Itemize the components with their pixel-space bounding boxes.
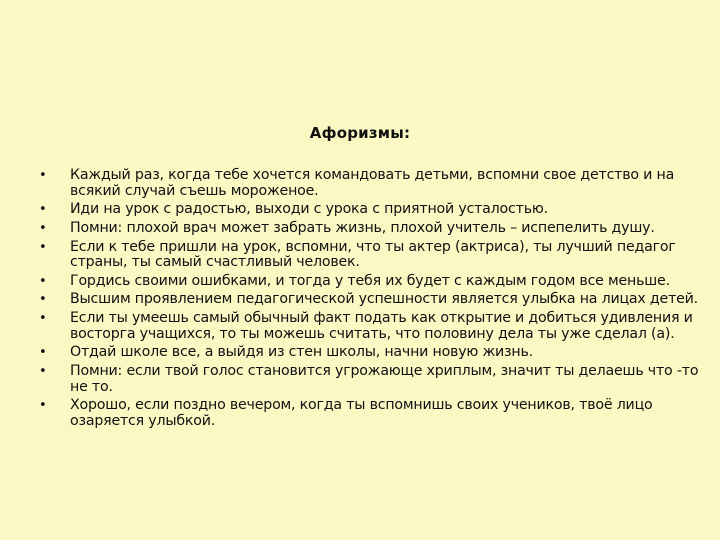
list-item-text: Помни: плохой врач может забрать жизнь, плохой учитель – испепелить душу. (70, 219, 655, 236)
list-item (0, 398, 710, 429)
list-item-text: Каждый раз, когда тебе хочется командовать детьми, вспомни свое детство и на всякий случай съешь мороженое. (70, 167, 675, 199)
list-item (0, 311, 710, 342)
list-item-text: Гордись своими ошибками, и тогда у тебя их будет с каждым годом все меньше. (70, 272, 670, 289)
list-item-text: Если ты умеешь самый обычный факт подать как открытие и добиться удивления и восторга учащихся, то ты можешь считать, что половину дела ты уже сделал (а). (70, 310, 693, 342)
slide-title: Афоризмы: (309, 124, 411, 142)
list-item (0, 364, 710, 395)
list-item (0, 221, 710, 237)
bullet-icon: • (39, 168, 47, 183)
list-item-text: Иди на урок с радостью, выходи с урока с приятной усталостью. (70, 201, 548, 218)
list-item (0, 168, 710, 199)
bullet-icon: • (39, 311, 47, 327)
bullet-icon: • (39, 398, 47, 414)
bullet-icon: • (39, 292, 47, 308)
list-item-text: Если к тебе пришли на урок, вспомни, что ты актер (актриса), ты лучший педагог страны, ты самый счастливый человек. (70, 238, 676, 271)
bullet-icon: • (39, 273, 47, 289)
list-item (0, 292, 710, 308)
bullet-icon: • (39, 202, 47, 218)
bullet-icon: • (39, 220, 47, 236)
aphorism-list (0, 168, 710, 432)
list-item (0, 202, 710, 218)
bullet-icon: • (39, 239, 47, 255)
bullet-icon: • (39, 345, 47, 361)
list-item-text: Высшим проявлением педагогической успешности является улыбка на лицах детей. (70, 291, 698, 308)
list-item-text: Хорошо, если поздно вечером, когда ты вспомнишь своих учеников, твоё лицо озаряется улыбкой. (70, 397, 653, 429)
bullet-icon: • (39, 364, 47, 379)
list-item (0, 240, 710, 271)
list-item (0, 274, 710, 290)
list-item-text: Помни: если твой голос становится угрожающе хриплым, значит ты делаешь что -то не то. (70, 363, 699, 395)
list-item (0, 345, 710, 361)
list-item-text: Отдай школе все, а выйдя из стен школы, начни новую жизнь. (70, 344, 533, 361)
